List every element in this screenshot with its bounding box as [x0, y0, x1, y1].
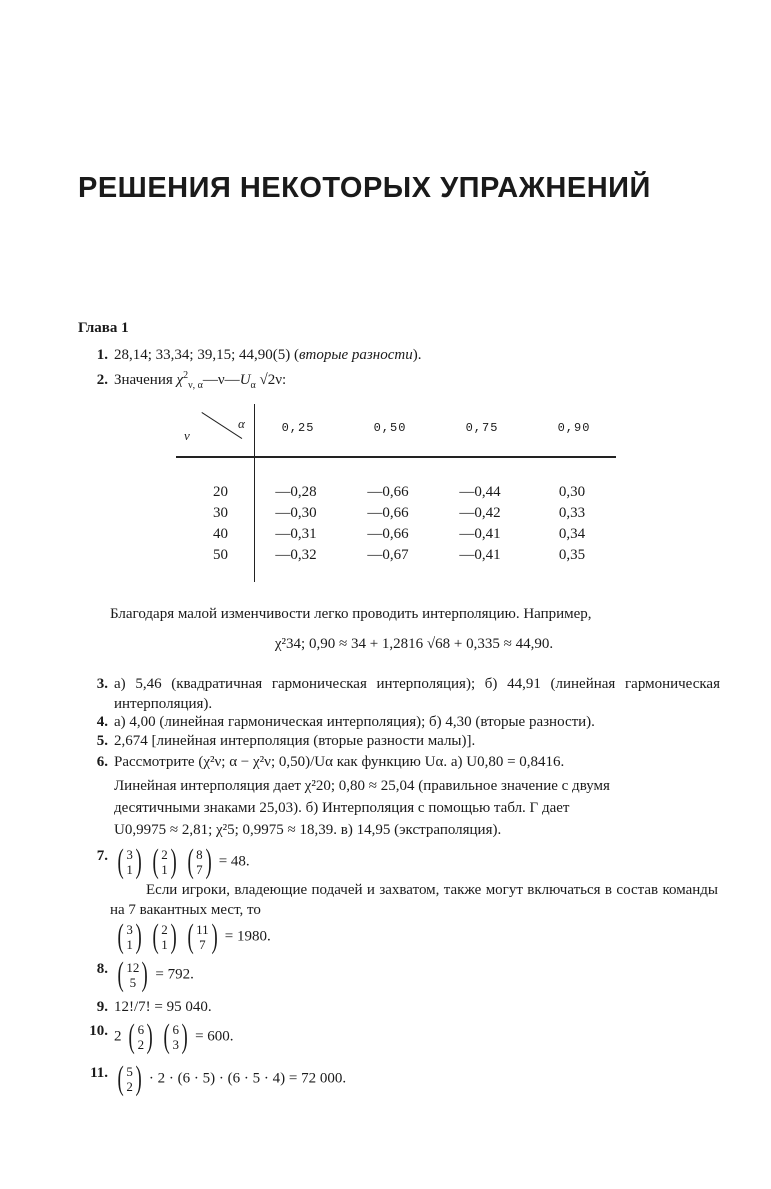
exercise-formula: 2 ( 6 2 ) ( 6 3 ) = 600. [114, 1018, 234, 1055]
exercise-8 [78, 956, 718, 993]
table-cell: —0,31 [275, 526, 317, 542]
exercise-4 [78, 712, 718, 732]
table-cell: 0,30 [558, 484, 586, 500]
column-header: 0,50 [373, 421, 407, 435]
table-cell: —0,41 [459, 526, 501, 542]
exercise-text: 2,674 [линейная интерполяция (вторые разности малы)]. [114, 733, 476, 749]
exercise-formula: ( 5 2 ) · 2 · (6 · 5) · (6 · 5 · 4) = 72 000. [114, 1062, 720, 1096]
table-cell: 0,35 [558, 547, 586, 563]
interpolation-formula: χ²34; 0,90 ≈ 34 + 1,2816 √68 + 0,335 ≈ 44,90. [274, 636, 554, 652]
exercise-text: а) 5,46 (квадратичная гармоническая интерполяция); б) 44,91 (линейная гармоническая интерполяция). [114, 676, 720, 712]
binomial: ( 6 3 ) [163, 1018, 188, 1055]
binomial: ( 8 7 ) [187, 843, 212, 880]
exercise-7-note: Если игроки, владеющие подачей и захватом, также могут включаться в состав команды на 7 вакантных мест, то [110, 882, 718, 918]
table-cell: —0,66 [367, 526, 409, 542]
chapter-heading: Глава 1 [78, 320, 129, 336]
table-cell: —0,30 [275, 505, 317, 521]
exercise-3 [78, 674, 720, 712]
binomial: ( 2 1 ) [152, 918, 177, 955]
row-header: 20 [213, 484, 228, 500]
exercise-text: 12!/7! = 95 040. [114, 999, 212, 1015]
exercise-number: 7. [96, 847, 108, 864]
table-cell: —0,66 [367, 484, 409, 500]
exercise-number: 2. [96, 372, 108, 388]
exercise-11 [78, 1060, 718, 1097]
binomial: ( 3 1 ) [117, 918, 142, 955]
exercise-formula: ( 3 1 ) ( 2 1 ) ( 11 7 ) = 1980. [114, 920, 720, 954]
exercise-6 [78, 752, 718, 838]
table-cell: —0,28 [275, 484, 317, 500]
table-vertical-rule [254, 404, 255, 582]
binomial: ( 3 1 ) [117, 843, 142, 880]
exercise-5 [78, 731, 718, 751]
table-cell: —0,42 [459, 505, 501, 521]
exercise-number: 8. [96, 960, 108, 977]
exercise-text: а) 4,00 (линейная гармоническая интерполяция); б) 4,30 (вторые разности). [114, 714, 595, 730]
table-cell: —0,41 [459, 547, 501, 563]
corner-alpha-label: α [238, 416, 245, 431]
table-horizontal-rule [176, 456, 616, 458]
exercise-1 [78, 345, 718, 365]
row-header: 40 [213, 526, 228, 542]
table-cell: —0,67 [367, 547, 409, 563]
exercise-7 [78, 843, 718, 880]
exercise-number: 9. [96, 999, 108, 1015]
table-cell: 0,34 [558, 526, 586, 542]
table-cell: —0,32 [275, 547, 317, 563]
exercise-number: 1. [96, 347, 108, 363]
page-title: РЕШЕНИЯ НЕКОТОРЫХ УПРАЖНЕНИЙ [78, 172, 651, 204]
column-header: 0,75 [465, 421, 499, 435]
exercise-number: 5. [96, 733, 108, 749]
row-header: 30 [213, 505, 228, 521]
exercise-formula: ( 3 1 ) ( 2 1 ) ( 8 7 ) = 48. [114, 845, 720, 879]
row-header: 50 [213, 547, 228, 563]
exercise-2 [78, 370, 718, 390]
binomial: ( 6 2 ) [128, 1018, 153, 1055]
table-corner-diagonal [201, 412, 242, 439]
exercise-number: 6. [96, 754, 108, 770]
binomial: ( 5 2 ) [117, 1060, 142, 1097]
exercise-text: Значения $\chi^2_{\nu, \alpha}—\nu—U_\alpha$ √2ν: [114, 370, 287, 391]
table-cell: 0,33 [558, 505, 586, 521]
exercise-number: 10. [89, 1022, 108, 1039]
column-header: 0,90 [557, 421, 591, 435]
chi-square-table [176, 404, 616, 582]
binomial: ( 11 7 ) [187, 918, 218, 955]
exercise-text: Рассмотрите (χ²ν; α − χ²ν; 0,50)/Uα как функцию Uα. а) U0,80 = 0,8416. Линейная интерполяция дает χ²20; 0,80 ≈ 25,04 (правильное значение с двумя десятичными знаками 25,03). б) Интерполяция с помощью табл. Г дает U0,9975 ≈ 2,81; χ²5; 0,9975 ≈ 18,39. в) 14,95 (экстраполяция). [114, 754, 610, 838]
exercise-text: 28,14; 33,34; 39,15; 44,90(5) (вторые разности). [114, 347, 422, 363]
table-cell: —0,44 [459, 484, 501, 500]
exercise-9 [78, 997, 718, 1017]
exercise-number: 4. [96, 714, 108, 730]
interpolation-text: Благодаря малой изменчивости легко проводить интерполяцию. Например, [110, 606, 592, 622]
exercise-number: 3. [96, 676, 108, 692]
table-cell: —0,66 [367, 505, 409, 521]
exercise-number: 11. [90, 1064, 108, 1081]
corner-nu-label: ν [184, 428, 190, 443]
binomial: ( 12 5 ) [117, 956, 149, 993]
exercise-10 [78, 1018, 718, 1055]
exercise-formula: ( 12 5 ) = 792. [114, 958, 720, 992]
column-header: 0,25 [281, 421, 315, 435]
binomial: ( 2 1 ) [152, 843, 177, 880]
